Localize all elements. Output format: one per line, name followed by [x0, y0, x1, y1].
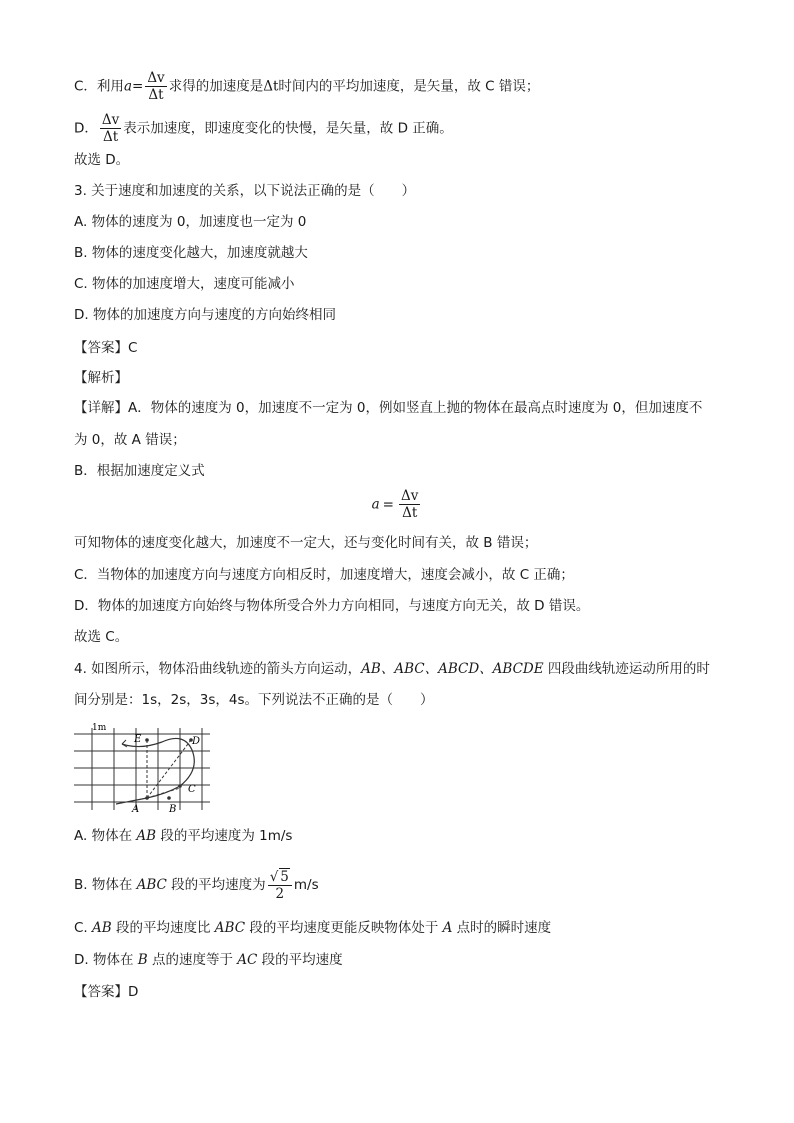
detail-line-6: D．物体的加速度方向始终与物体所受合外力方向相同，与速度方向无关，故 D 错误。 [74, 598, 590, 614]
label-d: D [192, 736, 201, 747]
q3-option-a: A. 物体的速度为 0，加速度也一定为 0 [74, 214, 307, 230]
text-segment: 段的平均速度为 1m/s [156, 828, 293, 844]
var-a: a [371, 496, 380, 513]
detail-line-2: 为 0，故 A 错误； [74, 432, 186, 448]
text-segment: B. 物体在 [74, 877, 137, 893]
fraction-dv-dt [145, 70, 166, 103]
segment-name: AC [237, 952, 258, 968]
choose-d: 故选 D。 [74, 152, 130, 168]
unit: m/s [293, 877, 319, 893]
equals-sign: = [132, 78, 144, 95]
detail-line-1: 【详解】A．物体的速度为 0，加速度不一定为 0，例如竖直上抛的物体在最高点时速度为 0，但加速度不 [74, 400, 703, 416]
choose-c: 故选 C。 [74, 629, 129, 645]
q3-option-c: C. 物体的加速度增大，速度可能减小 [74, 276, 295, 292]
label-e: E [134, 734, 142, 745]
detail-line-5: C．当物体的加速度方向与速度方向相反时，加速度增大，速度会减小，故 C 正确； [74, 567, 574, 583]
answer-tag: 【答案】 [74, 340, 128, 356]
label-a: A [132, 804, 140, 815]
segment-name: AB [92, 920, 112, 936]
detail-line-4: 可知物体的速度变化越大，加速度不一定大，还与变化时间有关，故 B 错误； [74, 535, 538, 551]
radicand: 5 [280, 869, 289, 885]
text-segment: 段的平均速度更能反映物体处于 [245, 920, 443, 936]
fraction-sqrt5-over-2 [268, 868, 292, 902]
trajectory-figure [70, 718, 220, 818]
denominator: Δt [103, 129, 119, 145]
equals-sign: = [382, 496, 394, 513]
text-segment: 点时的瞬时速度 [452, 920, 552, 936]
q4-option-b [74, 868, 319, 902]
numerator: Δv [147, 70, 165, 86]
text-segment: 求得的加速度是 [168, 78, 264, 95]
point-e [145, 738, 149, 742]
detail-line-3: B．根据加速度定义式 [74, 463, 205, 479]
q4-option-c [74, 918, 551, 938]
answer-4 [74, 982, 138, 1002]
segment-name: ABC [136, 877, 167, 893]
denominator: Δt [148, 87, 164, 103]
q4-option-a [74, 826, 292, 846]
text-segment: A. 物体在 [74, 828, 137, 844]
text-segment: 段的平均速度 [257, 952, 343, 968]
segment-name: AB [136, 828, 157, 844]
trajectory-curve [116, 738, 194, 804]
point-name: A [442, 920, 453, 936]
explanation-d-line [74, 112, 453, 145]
numerator: Δv [101, 112, 120, 128]
numerator: √ 5 [268, 868, 292, 886]
text-segment: 时间内的平均加速度，是矢量，故 C 错误； [278, 78, 540, 95]
denominator: 2 [275, 886, 285, 902]
segment-name: ABC [214, 920, 246, 936]
acceleration-formula [0, 488, 794, 521]
text-segment: C. [74, 920, 93, 936]
text-segment: D． [74, 120, 98, 137]
question-4-line-2: 间分别是：1s，2s，3s，4s。下列说法不正确的是（ ） [74, 692, 434, 708]
scale-label: 1m [92, 723, 107, 733]
var-dt: Δt [263, 78, 279, 95]
numerator: Δv [400, 488, 419, 504]
answer-3 [74, 338, 137, 358]
segment-names: AB、ABC、ABCD、ABCDE [361, 661, 544, 677]
text-segment: 段的平均速度比 [111, 920, 215, 936]
explanation-c-line [74, 70, 539, 103]
point-b [167, 796, 171, 800]
q3-option-d: D. 物体的加速度方向与速度的方向始终相同 [74, 307, 336, 323]
text-segment: 段的平均速度为 [166, 877, 266, 893]
question-3: 3. 关于速度和加速度的关系，以下说法正确的是（ ） [74, 183, 416, 199]
answer-tag: 【答案】 [74, 984, 128, 1000]
text-segment: D. 物体在 [74, 952, 138, 968]
answer-value: C [128, 340, 138, 356]
label-c: C [188, 784, 196, 795]
fraction-dv-dt [399, 488, 420, 521]
point-a [145, 796, 149, 800]
question-4-line-1 [74, 659, 710, 679]
text-segment: 4. 如图所示，物体沿曲线轨迹的箭头方向运动， [74, 661, 362, 677]
text-segment: 点的速度等于 [147, 952, 238, 968]
q4-option-d [74, 950, 343, 970]
text-segment: 四段曲线轨迹运动所用的时 [543, 661, 710, 677]
arrow-head-icon [122, 740, 127, 747]
denominator: Δt [402, 505, 418, 521]
text-segment: 表示加速度，即速度变化的快慢，是矢量，故 D 正确。 [123, 120, 453, 137]
point-c [178, 784, 182, 788]
label-b: B [169, 804, 177, 815]
point-name: B [137, 952, 148, 968]
analysis-tag: 【解析】 [74, 370, 128, 386]
answer-value: D [128, 984, 139, 1000]
var-a: a [123, 78, 132, 95]
text-segment: C．利用 [74, 78, 124, 95]
q3-option-b: B. 物体的速度变化越大，加速度就越大 [74, 245, 308, 261]
fraction-dv-dt [100, 112, 121, 145]
